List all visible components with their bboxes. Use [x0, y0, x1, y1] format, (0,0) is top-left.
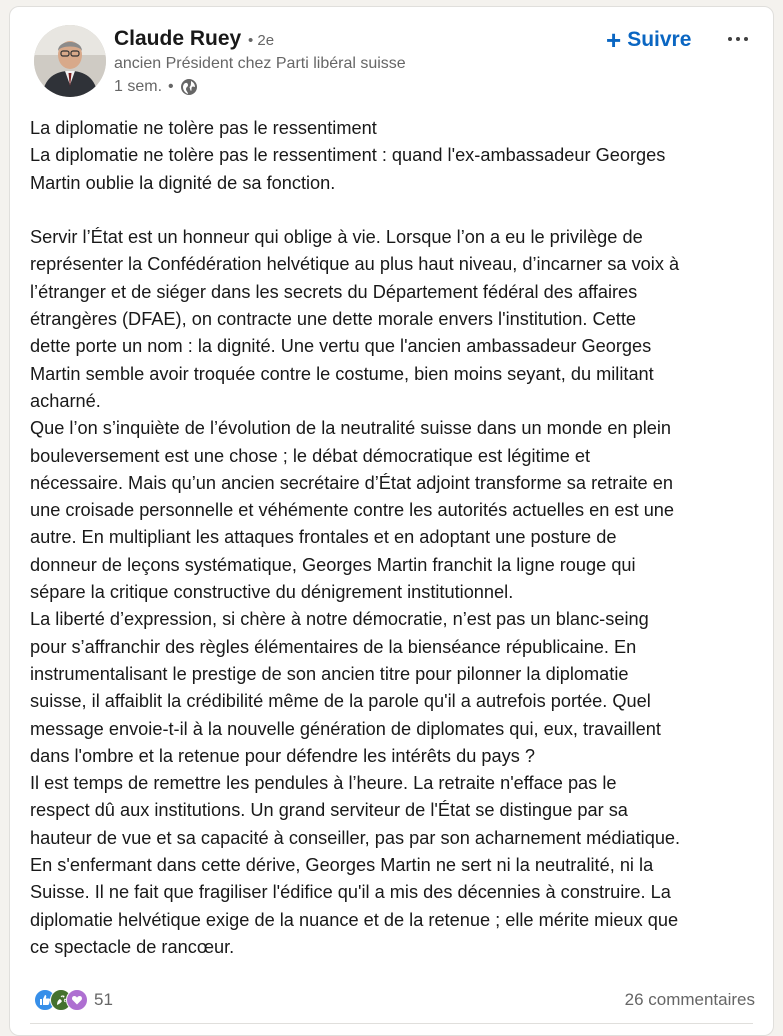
follow-button[interactable]	[606, 24, 691, 56]
post-text-line: Il est temps de remettre les pendules à l’heure. La retraite n'efface pas le	[30, 773, 617, 794]
post-text-line: hauteur de vue et sa capacité à conseiller, pas par son acharnement médiatique.	[30, 827, 681, 848]
post-text-line: Martin oublie la dignité de sa fonction.	[30, 172, 336, 193]
post-text-line: une croisade personnelle et véhémente contre les autorités actuelles en est une	[30, 500, 675, 521]
globe-icon	[180, 78, 198, 96]
comments-count-link[interactable]: 26 commentaires	[624, 990, 755, 1009]
post-text-line: Suisse. Il ne fait que fragiliser l'édifice qu'il a mis des décennies à construire. La	[30, 882, 671, 903]
reaction-count: 51	[94, 990, 113, 1009]
post-text-line: respect dû aux institutions. Un grand serviteur de l'État se distingue par sa	[30, 800, 628, 821]
post-text-line: étrangères (DFAE), on contracte une dette morale envers l'institution. Cette	[30, 309, 636, 330]
connection-degree: • 2e	[248, 32, 275, 49]
post-text-line: représenter la Confédération helvétique au plus haut niveau, d’incarner sa voix à	[30, 254, 680, 275]
post-text-line: suisse, il affaiblit la crédibilité même de la parole qu'il a autrefois portée. Quel	[30, 691, 651, 712]
post-text-line: En s'enfermant dans cette dérive, Georges Martin ne sert ni la neutralité, ni la	[30, 855, 654, 876]
post-text-line: Que l’on s’inquiète de l’évolution de la neutralité suisse dans un monde en plein	[30, 418, 672, 439]
post-card	[9, 6, 774, 1036]
post-text-line: bouleversement est une chose ; le débat démocratique est légitime et	[30, 445, 591, 466]
post-text-line: l’étranger et de siéger dans les secrets du Département fédéral des affaires	[30, 281, 638, 302]
post-text-line: autre. En multipliant les attaques frontales et en adoptant une posture de	[30, 527, 617, 548]
post-text-line: La liberté d’expression, si chère à notre démocratie, n’est pas un blanc-seing	[30, 609, 649, 630]
post-text-line: La diplomatie ne tolère pas le ressentiment : quand l'ex-ambassadeur Georges	[30, 145, 666, 166]
reaction-icons	[34, 989, 88, 1011]
author-avatar[interactable]	[34, 25, 106, 97]
follow-label: Suivre	[627, 28, 692, 51]
meta-separator: •	[168, 78, 174, 95]
post-text-line: donneur de leçons systématique, Georges Martin franchit la ligne rouge qui	[30, 554, 636, 575]
post-time: 1 sem.	[114, 78, 163, 95]
avatar-photo	[34, 25, 106, 97]
post-text-line: La diplomatie ne tolère pas le ressentiment	[30, 118, 377, 138]
plus-icon: +	[606, 25, 622, 55]
post-text-line: pour s’affranchir des règles élémentaires de la bienséance républicaine. En	[30, 636, 637, 657]
post-text-line: Servir l’État est un honneur qui oblige à vie. Lorsque l’on a eu le privilège de	[30, 227, 643, 248]
author-name[interactable]: Claude Ruey	[114, 27, 242, 50]
post-text-line: diplomatie helvétique exige de la nuance et de la retenue ; elle mérite mieux que	[30, 909, 679, 930]
blank-line	[30, 197, 762, 224]
post-text-line: message envoie-t-il à la nouvelle génération de diplomates qui, eux, travaillent	[30, 718, 661, 739]
ellipsis-icon	[728, 37, 748, 41]
post-text-line: instrumentalisant le prestige de son ancien titre pour pilonner la diplomatie	[30, 663, 629, 684]
post-text-line: dans l'ombre et la retenue pour défendre les intérêts du pays ?	[30, 745, 535, 766]
post-text-line: Martin semble avoir troquée contre le costume, bien moins seyant, du militant	[30, 363, 654, 384]
post-text-line: dette porte un nom : la dignité. Une vertu que l'ancien ambassadeur Georges	[30, 336, 652, 357]
post-meta	[114, 77, 198, 97]
post-text-line: nécessaire. Mais qu’un ancien secrétaire d’État adjoint transforme sa retraite en	[30, 472, 673, 493]
post-text-line: sépare la critique constructive du dénigrement institutionnel.	[30, 582, 514, 603]
author-headline: ancien Président chez Parti libéral suisse	[114, 55, 406, 72]
post-text-line: acharné.	[30, 390, 101, 411]
post-text-line: ce spectacle de rancœur.	[30, 936, 235, 957]
post-text	[30, 115, 762, 961]
more-options-button[interactable]	[720, 25, 756, 53]
support-icon	[66, 989, 88, 1011]
reactions-summary[interactable]	[34, 989, 113, 1011]
